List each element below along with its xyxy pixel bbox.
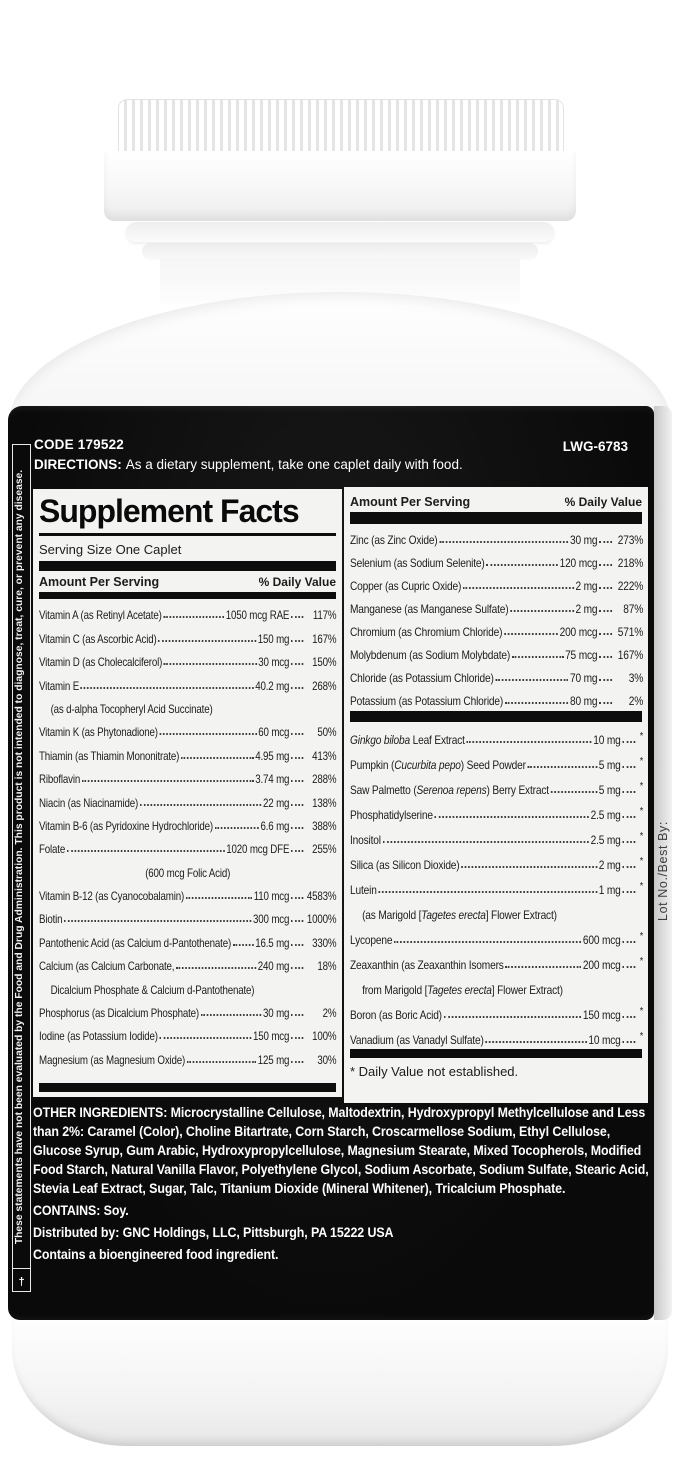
ingredient-amount: 600 mcg: [582, 933, 621, 947]
dotted-leader: [383, 841, 589, 843]
ingredient-row: [39, 833, 336, 856]
dotted-leader: [463, 587, 574, 589]
bottle-cap: [104, 151, 576, 221]
dotted-leader: [622, 966, 635, 968]
ingredient-name: Iodine (as Potassium Iodide): [39, 1029, 158, 1044]
ingredient-amount: 75 mcg: [565, 648, 598, 662]
column-header-row: [39, 575, 336, 589]
ingredient-name: Vitamin A (as Retinyl Acetate): [39, 608, 162, 623]
ingredient-name: Ginkgo biloba Leaf Extract: [350, 733, 465, 747]
ingredient-daily-value: 2%: [322, 1006, 337, 1021]
botanical-rows: [350, 722, 643, 1047]
dotted-leader: [622, 891, 635, 893]
directions-text: As a dietary supplement, take one caplet daily with food.: [125, 457, 463, 472]
ingredient-daily-value: 413%: [312, 748, 337, 763]
ingredient-name: Vitamin B-6 (as Pyridoxine Hydrochloride): [39, 818, 213, 833]
dotted-leader: [158, 640, 256, 642]
ingredient-daily-value: *: [639, 730, 644, 742]
ingredient-daily-value: 100%: [312, 1029, 337, 1044]
ingredient-name: Manganese (as Manganese Sulfate): [350, 602, 509, 616]
product-code: CODE 179522: [34, 437, 125, 452]
ingredient-row: [39, 926, 336, 949]
ingredient-name: Dicalcium Phosphate & Calcium d-Pantothenate): [50, 982, 255, 997]
ingredient-row: [39, 646, 336, 669]
ingredient-daily-value: *: [639, 930, 644, 942]
dotted-leader: [291, 1061, 303, 1063]
ingredient-name: Lycopene: [350, 933, 393, 947]
ingredient-row: [350, 593, 643, 616]
ingredient-name: Boron (as Boric Acid): [350, 1008, 442, 1022]
other-ingredients-paragraph: [33, 1104, 651, 1199]
supplement-facts-title: Supplement Facts: [39, 492, 336, 536]
ingredient-row: [39, 786, 336, 809]
ingredient-amount: 5 mg: [598, 783, 621, 797]
dotted-leader: [510, 610, 574, 612]
dotted-leader: [160, 1037, 252, 1039]
ingredient-row: [350, 1022, 643, 1047]
ingredient-name: Vitamin K (as Phytonadione): [39, 725, 158, 740]
ingredient-row: [39, 1043, 336, 1066]
ingredient-row: [350, 872, 643, 897]
dotted-leader: [291, 827, 303, 829]
dotted-leader: [233, 944, 254, 946]
dotted-leader: [291, 804, 303, 806]
ingredient-row: [350, 570, 643, 593]
ingredient-amount: 6.6 mg: [260, 818, 290, 833]
ingredient-name: Thiamin (as Thiamin Mononitrate): [39, 748, 180, 763]
dotted-leader: [599, 679, 612, 681]
dotted-leader: [291, 1014, 303, 1016]
lot-number-label: Lot No./Best By:: [656, 821, 670, 921]
ingredient-daily-value: 117%: [312, 608, 337, 623]
ingredient-amount: 70 mg: [569, 671, 598, 685]
dotted-leader: [461, 866, 597, 868]
dotted-leader: [82, 780, 254, 782]
dotted-leader: [186, 897, 252, 899]
botanical-name-italic: Tagetes erecta: [427, 983, 492, 997]
fda-disclaimer-text: These statements have not been evaluated by the Food and Drug Administration. This product is not intended to diagnose, treat, cure, or prevent any disease.: [14, 469, 25, 1245]
dotted-leader: [163, 616, 224, 618]
other-ingredients-label: OTHER INGREDIENTS:: [33, 1105, 168, 1121]
ingredient-amount: 240 mg: [257, 959, 290, 974]
dotted-leader: [467, 741, 592, 743]
ingredient-name: Silica (as Silicon Dioxide): [350, 858, 460, 872]
dotted-leader: [551, 791, 597, 793]
bottle-base: [12, 1312, 668, 1446]
ingredient-row: [39, 739, 336, 762]
dotted-leader: [599, 564, 612, 566]
dotted-leader: [622, 1016, 635, 1018]
ingredient-amount: 5 mg: [598, 758, 621, 772]
serving-size: Serving Size One Caplet: [39, 542, 182, 557]
dotted-leader: [622, 766, 635, 768]
ingredient-amount: 2.5 mg: [590, 833, 621, 847]
dotted-leader: [160, 733, 257, 735]
ingredient-row: [39, 903, 336, 926]
dotted-leader: [622, 816, 635, 818]
ingredient-name: Zinc (as Zinc Oxide): [350, 533, 438, 547]
dotted-leader: [486, 564, 558, 566]
ingredient-daily-value: 4583%: [306, 889, 337, 904]
ingredient-daily-value: 388%: [312, 818, 337, 833]
ingredient-name: Vitamin D (as Cholecalciferol): [39, 655, 163, 670]
ingredient-name: Zeaxanthin (as Zeaxanthin Isomers: [350, 958, 504, 972]
dotted-leader: [291, 640, 303, 642]
ingredient-row: [350, 524, 643, 547]
ingredient-name: (as Marigold [Tagetes erecta] Flower Extract): [362, 908, 557, 922]
ingredient-name: Vanadium (as Vanadyl Sulfate): [350, 1033, 484, 1047]
ingredient-daily-value: 268%: [312, 678, 337, 693]
ingredient-daily-value: 1000%: [306, 912, 337, 927]
ingredient-daily-value: 50%: [317, 725, 337, 740]
dotted-leader: [378, 891, 597, 893]
ingredient-subline: [39, 693, 336, 716]
dotted-leader: [504, 633, 558, 635]
divider-bar: [350, 1049, 642, 1058]
dotted-leader: [599, 541, 612, 543]
dotted-leader: [164, 663, 257, 665]
ingredient-name: Riboflavin: [39, 772, 81, 787]
dotted-leader: [485, 1041, 586, 1043]
dotted-leader: [394, 941, 581, 943]
ingredient-row: [350, 847, 643, 872]
contains-line: [33, 1202, 651, 1221]
dotted-leader: [439, 541, 568, 543]
dotted-leader: [505, 702, 568, 704]
ingredient-daily-value: *: [639, 805, 644, 817]
ingredient-amount: 60 mcg: [258, 725, 290, 740]
ingredient-daily-value: *: [639, 855, 644, 867]
dotted-leader: [81, 687, 254, 689]
ingredient-row: [350, 922, 643, 947]
ingredient-daily-value: 138%: [312, 795, 337, 810]
dotted-leader: [622, 866, 635, 868]
lot-strip: [654, 406, 672, 1320]
ingredient-amount: 1 mg: [598, 883, 621, 897]
ingredient-daily-value: 167%: [617, 648, 644, 662]
ingredient-subline: [350, 897, 643, 922]
contains-text: Soy.: [103, 1203, 129, 1219]
ingredient-name: Folate: [39, 842, 66, 857]
ingredient-row: [350, 722, 643, 747]
ingredient-daily-value: *: [639, 1030, 644, 1042]
ingredient-name: Phosphorus (as Dicalcium Phosphate): [39, 1006, 199, 1021]
ingredient-row: [39, 810, 336, 833]
dotted-leader: [291, 757, 303, 759]
ingredient-amount: 80 mg: [569, 694, 598, 708]
divider-bar: [39, 592, 336, 599]
ingredient-name: from Marigold [Tagetes erecta] Flower Extract): [362, 983, 563, 997]
ingredient-name: Lutein: [350, 883, 377, 897]
ingredient-row: [39, 763, 336, 786]
dotted-leader: [291, 1037, 303, 1039]
divider-bar: [350, 711, 642, 722]
ingredient-name: Phosphatidylserine: [350, 808, 433, 822]
dotted-leader: [622, 741, 635, 743]
dotted-leader: [291, 663, 303, 665]
dotted-leader: [622, 941, 635, 943]
ingredient-daily-value: 18%: [317, 959, 337, 974]
ingredient-daily-value: 255%: [312, 842, 337, 857]
dotted-leader: [512, 656, 564, 658]
ingredient-daily-value: *: [639, 755, 644, 767]
dotted-leader: [599, 656, 612, 658]
dotted-leader: [291, 850, 303, 852]
ingredient-daily-value: 3%: [628, 671, 644, 685]
ingredient-amount: 3.74 mg: [255, 772, 290, 787]
ingredient-name: (as d-alpha Tocopheryl Acid Succinate): [50, 701, 213, 716]
ingredient-name: Vitamin C (as Ascorbic Acid): [39, 631, 157, 646]
ingredient-daily-value: *: [639, 880, 644, 892]
ingredient-name: Selenium (as Sodium Selenite): [350, 556, 485, 570]
dotted-leader: [176, 967, 256, 969]
botanical-name-italic: Cucurbita pepo: [394, 758, 461, 772]
dotted-leader: [291, 616, 303, 618]
dotted-leader: [599, 633, 612, 635]
ingredient-name: Calcium (as Calcium Carbonate,: [39, 959, 175, 974]
ingredient-name: Inositol: [350, 833, 381, 847]
divider-bar: [39, 1083, 336, 1092]
disclaimer-divider: [13, 1268, 30, 1270]
ingredient-name: Pantothenic Acid (as Calcium d-Pantothenate): [39, 935, 232, 950]
ingredient-subline: [39, 973, 336, 996]
ingredient-row: [350, 747, 643, 772]
ingredient-amount: 125 mg: [257, 1052, 290, 1067]
dotted-leader: [528, 766, 597, 768]
ingredient-amount: 2.5 mg: [590, 808, 621, 822]
ingredient-amount: 30 mcg: [258, 655, 290, 670]
ingredient-amount: 2 mg: [575, 579, 598, 593]
dotted-leader: [622, 1041, 635, 1043]
ingredient-daily-value: 273%: [617, 533, 644, 547]
dotted-leader: [291, 920, 303, 922]
ingredient-name: Saw Palmetto (Serenoa repens) Berry Extract: [350, 783, 549, 797]
ingredient-amount: 1050 mcg RAE: [225, 608, 290, 623]
dotted-leader: [291, 733, 303, 735]
ingredient-amount: 10 mg: [593, 733, 621, 747]
ingredient-daily-value: *: [639, 780, 644, 792]
contains-label: CONTAINS:: [33, 1203, 101, 1219]
ingredient-row: [350, 822, 643, 847]
distributed-line: [33, 1224, 651, 1243]
ingredient-daily-value: *: [639, 1005, 644, 1017]
dotted-leader: [215, 827, 259, 829]
label-footer: [33, 1104, 651, 1265]
dotted-leader: [291, 967, 303, 969]
dotted-leader: [67, 850, 225, 852]
bioengineered-line: Contains a bioengineered food ingredient.: [33, 1247, 279, 1263]
ingredient-daily-value: 30%: [317, 1052, 337, 1067]
dotted-leader: [187, 1061, 256, 1063]
ingredient-amount: 16.5 mg: [255, 935, 290, 950]
ingredient-row: [39, 622, 336, 645]
ingredient-amount: 150 mg: [257, 631, 290, 646]
ingredient-row: [39, 950, 336, 973]
ingredient-row: [350, 662, 643, 685]
ingredient-daily-value: *: [639, 955, 644, 967]
ingredient-row: [39, 1020, 336, 1043]
ingredient-row: [350, 947, 643, 972]
ingredient-amount: 30 mg: [263, 1006, 290, 1021]
ingredient-subline: [350, 972, 643, 997]
amount-per-serving-header: Amount Per Serving: [350, 495, 471, 509]
ingredient-daily-value: 87%: [623, 602, 644, 616]
ingredient-amount: 300 mcg: [253, 912, 290, 927]
ingredient-subline: [39, 856, 336, 879]
ingredient-row: [350, 685, 643, 708]
distributed-text: GNC Holdings, LLC, Pittsburgh, PA 15222 USA: [122, 1225, 394, 1241]
ingredient-daily-value: 330%: [312, 935, 337, 950]
dotted-leader: [291, 687, 303, 689]
ingredient-row: [39, 716, 336, 739]
ingredient-amount: 40.2 mg: [255, 678, 290, 693]
ingredient-daily-value: 2%: [628, 694, 644, 708]
fda-disclaimer-sidebar: [12, 444, 31, 1292]
ingredient-row: [350, 616, 643, 639]
ingredient-daily-value: *: [639, 830, 644, 842]
ingredient-amount: 200 mcg: [582, 958, 621, 972]
ingredient-row: [350, 547, 643, 570]
ingredient-row: [350, 797, 643, 822]
dotted-leader: [444, 1016, 582, 1018]
ingredient-name: Potassium (as Potassium Chloride): [350, 694, 504, 708]
dagger-symbol: †: [18, 1276, 25, 1288]
ingredient-amount: 1020 mcg DFE: [226, 842, 290, 857]
ingredient-amount: 4.95 mg: [255, 748, 290, 763]
botanical-name-italic: Tagetes erecta: [421, 908, 486, 922]
divider-bar: [350, 512, 642, 524]
other-ingredients-text: Microcrystalline Cellulose, Maltodextrin, Hydroxypropyl Methylcellulose and Less than 2%: Caramel (Color), Choline Bitartrate, Corn Starch, Croscarmellose Sodium, Ethyl Cellulose, Glucose Syrup, Gum Arabic, Hydroxypropylcellulose, Magnesium Stearate, Mixed Tocopherols, Modified Food Starch, Natural Vanilla Flavor, Polyethylene Glycol, Sodium Ascorbate, Sodium Sulfate, Stearic Acid, Stevia Leaf Extract, Sugar, Talc, Titanium Dioxide (Mineral Whitener), Tricalcium Phosphate.: [33, 1105, 649, 1197]
dotted-leader: [505, 966, 581, 968]
dotted-leader: [140, 804, 262, 806]
ingredient-name: Chromium (as Chromium Chloride): [350, 625, 503, 639]
dotted-leader: [599, 610, 612, 612]
amount-per-serving-header: Amount Per Serving: [39, 575, 160, 589]
daily-value-header: % Daily Value: [258, 575, 336, 589]
dotted-leader: [599, 587, 612, 589]
ingredient-amount: 30 mg: [569, 533, 598, 547]
dotted-leader: [622, 791, 635, 793]
ingredient-row: [39, 880, 336, 903]
directions-line: [34, 457, 463, 472]
directions-label: DIRECTIONS:: [34, 457, 122, 472]
facts-panel-left: [33, 489, 342, 1097]
botanical-name-italic: Ginkgo biloba: [350, 733, 410, 747]
ingredient-amount: 200 mcg: [559, 625, 598, 639]
divider-bar: [39, 561, 336, 571]
ingredient-amount: 150 mcg: [253, 1029, 290, 1044]
ingredient-daily-value: 222%: [617, 579, 644, 593]
ingredient-daily-value: 167%: [312, 631, 337, 646]
dotted-leader: [181, 757, 254, 759]
ingredient-name: Chloride (as Potassium Chloride): [350, 671, 494, 685]
ingredient-amount: 120 mcg: [559, 556, 598, 570]
ingredient-row: [39, 997, 336, 1020]
ingredient-row: [39, 669, 336, 692]
ingredient-row: [350, 772, 643, 797]
ingredient-daily-value: 218%: [617, 556, 644, 570]
ingredient-row: [350, 639, 643, 662]
ingredient-amount: 22 mg: [263, 795, 290, 810]
ingredient-name: Biotin: [39, 912, 63, 927]
bottle-cap-ribbed-top: [118, 99, 564, 154]
dotted-leader: [291, 897, 303, 899]
ingredient-amount: 150 mcg: [582, 1008, 621, 1022]
ingredient-amount: 10 mcg: [588, 1033, 621, 1047]
ingredient-name: (600 mcg Folic Acid): [145, 865, 231, 880]
dotted-leader: [201, 1014, 262, 1016]
ingredient-daily-value: 288%: [312, 772, 337, 787]
ingredient-row: [350, 997, 643, 1022]
facts-panel-right: [344, 487, 648, 1103]
bottle-cap-lip: [126, 222, 554, 242]
ingredient-name: Pumpkin (Cucurbita pepo) Seed Powder: [350, 758, 526, 772]
dotted-leader: [435, 816, 589, 818]
dotted-leader: [495, 679, 568, 681]
ingredient-name: Copper (as Cupric Oxide): [350, 579, 462, 593]
ingredient-amount: 2 mg: [598, 858, 621, 872]
ingredient-amount: 110 mcg: [253, 889, 290, 904]
dotted-leader: [291, 780, 303, 782]
dotted-leader: [599, 702, 612, 704]
vitamin-rows: [39, 599, 336, 1067]
ingredient-daily-value: 571%: [617, 625, 644, 639]
daily-value-header: % Daily Value: [564, 495, 642, 509]
dotted-leader: [64, 920, 251, 922]
batch-code: LWG-6783: [562, 439, 628, 454]
dotted-leader: [291, 944, 303, 946]
ingredient-row: [39, 599, 336, 622]
ingredient-amount: 2 mg: [575, 602, 598, 616]
dotted-leader: [622, 841, 635, 843]
supplement-label: [8, 406, 654, 1320]
column-header-row: [350, 495, 642, 509]
ingredient-name: Vitamin E: [39, 678, 80, 693]
mineral-rows: [350, 524, 643, 708]
ingredient-name: Magnesium (as Magnesium Oxide): [39, 1052, 186, 1067]
ingredient-name: Niacin (as Niacinamide): [39, 795, 139, 810]
distributed-label: Distributed by:: [33, 1225, 120, 1241]
ingredient-name: Vitamin B-12 (as Cyanocobalamin): [39, 889, 185, 904]
ingredient-name: Molybdenum (as Sodium Molybdate): [350, 648, 511, 662]
ingredient-daily-value: 150%: [312, 655, 337, 670]
daily-value-footnote: * Daily Value not established.: [350, 1064, 519, 1079]
botanical-name-italic: Serenoa repens: [416, 783, 487, 797]
